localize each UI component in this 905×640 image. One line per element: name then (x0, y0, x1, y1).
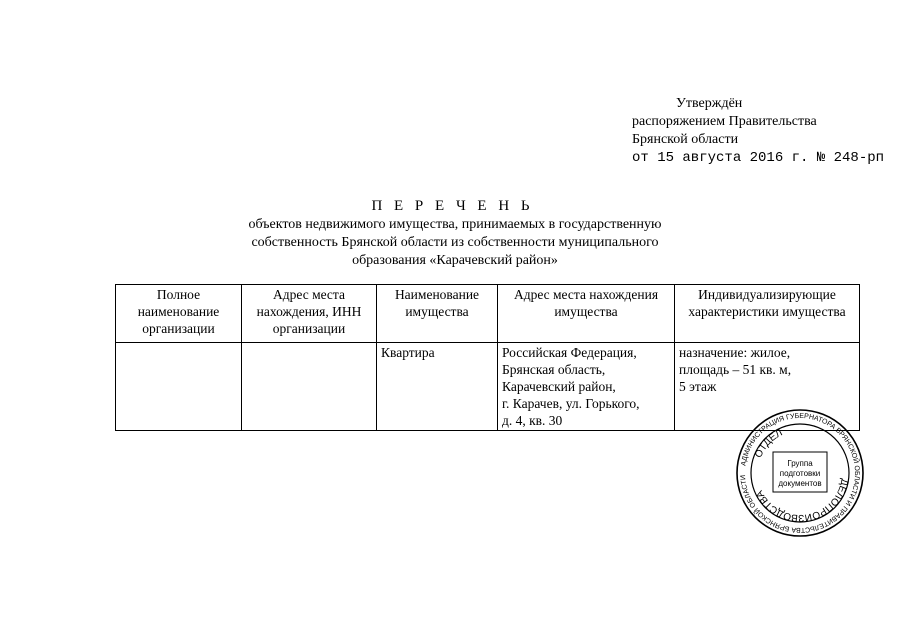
document-subtitle (200, 216, 710, 270)
stamp-inner-3: документов (778, 479, 822, 488)
subtitle-line-3: образования «Карачевский район» (352, 253, 558, 268)
approval-line-3: Брянской области (632, 132, 739, 147)
address-line: г. Карачев, ул. Горького, (502, 396, 640, 411)
svg-text:ОТДЕЛ (753, 427, 784, 459)
address-line: Брянская область, (502, 362, 606, 377)
stamp-inner-1: Группа (787, 459, 813, 468)
table-header-row (116, 285, 860, 343)
subtitle-line-2: собственность Брянской области из собственности муниципального (251, 235, 659, 250)
address-line: д. 4, кв. 30 (502, 413, 563, 428)
stamp-ring-text: АДМИНИСТРАЦИЯ ГУБЕРНАТОРА БРЯНСКОЙ ОБЛАСТИ И ПРАВИТЕЛЬСТВА БРЯНСКОЙ ОБЛАСТИ (739, 412, 861, 534)
cell-org-address (242, 343, 377, 431)
cell-property-address (498, 343, 675, 431)
header-org-address: Адрес места нахождения, ИНН организации (242, 285, 377, 343)
approval-order: от 15 августа 2016 г. № 248-рп (632, 150, 885, 166)
characteristic-line: площадь – 51 кв. м, (679, 362, 792, 377)
header-org-name: Полное наименование организации (116, 285, 242, 343)
header-characteristics: Индивидуализирующие характеристики имущества (675, 285, 860, 343)
cell-org-name (116, 343, 242, 431)
stamp-dept-1: ОТДЕЛ (753, 427, 785, 460)
cell-property-name: Квартира (377, 343, 498, 431)
subtitle-line-1: объектов недвижимого имущества, принимаемых в государственную (248, 217, 662, 232)
document-title: П Е Р Е Ч Е Н Ь (371, 198, 534, 214)
header-property-name: Наименование имущества (377, 285, 498, 343)
approval-line-2: распоряжением Правительства (632, 114, 817, 129)
approval-line-1: Утверждён (676, 96, 743, 111)
stamp-dept-2: ДЕЛОПРОИЗВОДСТВА (754, 477, 850, 524)
approval-block (632, 95, 884, 167)
characteristic-line: назначение: жилое, (679, 345, 791, 360)
address-line: Карачевский район, (502, 379, 616, 394)
address-line: Российская Федерация, (502, 345, 637, 360)
stamp-inner-2: подготовки (779, 469, 821, 478)
header-property-address: Адрес места нахождения имущества (498, 285, 675, 343)
characteristic-line: 5 этаж (679, 379, 717, 394)
office-stamp (735, 408, 865, 538)
